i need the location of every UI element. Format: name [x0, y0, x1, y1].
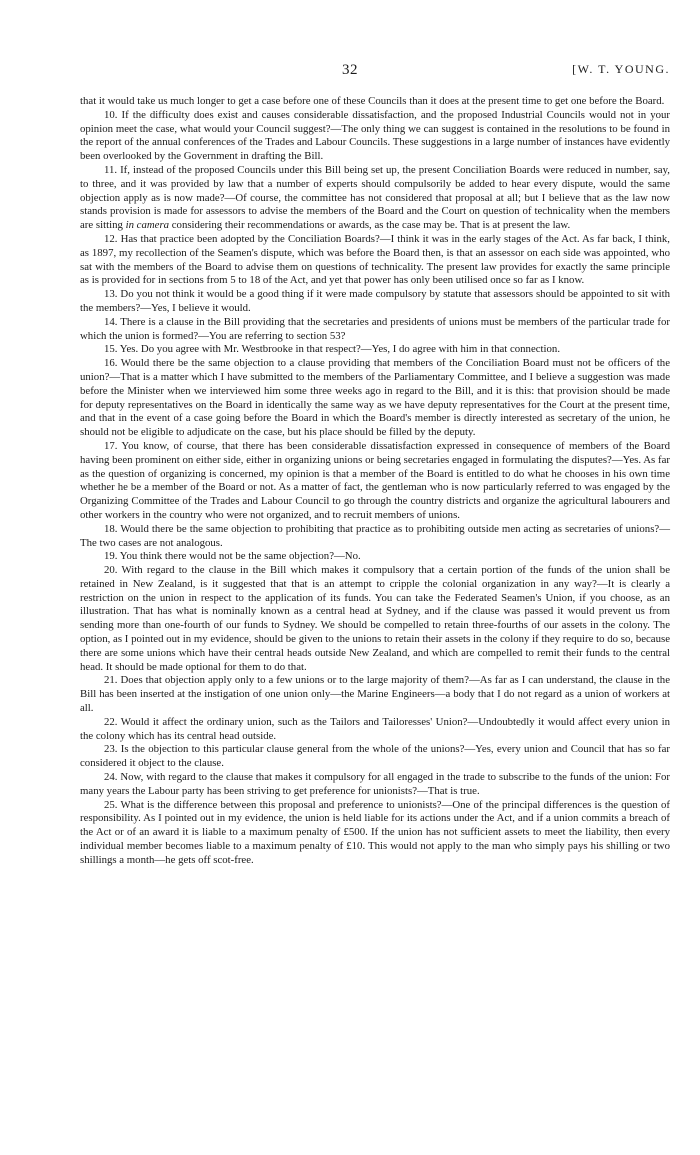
- page-number: 32: [342, 62, 358, 78]
- paragraph-question-22: 22. Would it affect the ordinary union, such as the Tailors and Tailoresses' Union?—Undoubtedly it would affect every union in the colony which has its central head outside.: [80, 715, 670, 742]
- paragraph-question-15: 15. Yes. Do you agree with Mr. Westbrooke in that respect?—Yes, I do agree with him in that connection.: [104, 343, 561, 356]
- body-text: [80, 95, 670, 868]
- paragraph-question-12: 12. Has that practice been adopted by the Conciliation Boards?—I think it was in the early stages of the Act. As far back, I think, as 1897, my recollection of the Seamen's dispute, which was before the Board then, is that an assessor on each side was appointed, who sat with the members of the Board to advise them on questions of technicality. The present law provides for exactly the same principle as is provided for in sections from 5 to 18 of the Act, and yet that power has only been utilised once so far as I know.: [80, 232, 670, 287]
- paragraph-question-17: 17. You know, of course, that there has been considerable dissatisfaction expressed in consequence of members of the Board having been prominent on either side, either in organizing unions or being secretaries engaged in formulating the disputes?—Yes. As far as the question of organizing is concerned, my opinion is that a member of the Board is entitled to do what he chooses in his own time whether he be a member of the Board or not. As a matter of fact, the gentleman who is now particularly referred to was engaged by the Organizing Committee of the Trades and Labour Council to go through the country districts and organize the agricultural labourers and other workers in the country who were not organized, and to recruit members of unions.: [80, 439, 670, 521]
- paragraph-question-20: 20. With regard to the clause in the Bill which makes it compulsory that a certain portion of the funds of the union shall be retained in New Zealand, is it suggested that that is an attempt to cripple the colonial organization in any way?—It is clearly a restriction on the union in respect to the application of its funds. You can take the Federated Seamen's Union, if you choose, as an illustration. That has what is nominally known as a central head at Sydney, and if the clause was passed it would prevent us from sending more than one-fourth of our funds to Sydney. We should be compelled to retain three-fourths of our assets in the colony. The option, as I pointed out in my evidence, should be given to the unions to retain their assets in the colony if they require to do so, because there are some unions which have their central heads outside New Zealand, and which are compelled to remit their funds to the central head. It should be made optional for them to do that.: [80, 564, 670, 673]
- paragraph-question-18: 18. Would there be the same objection to prohibiting that practice as to prohibiting outside men acting as secretaries of unions?—The two cases are not analogous.: [80, 522, 670, 549]
- paragraph-question-11: 11. If, instead of the proposed Councils under this Bill being set up, the present Conciliation Boards were reduced in number, say, to three, and it was provided by law that a number of experts should compulsorily be added to hear every dispute, would the same objection apply as is now made?—Of course, the committee has not considered that proposal at all; but I believe that as the law now stands provision is made for assessors to advise the members of the Board and the Court on question of technicality when the members are sitting in camera considering their recommendations or awards, as the case may be. That is at present the law.: [80, 163, 670, 232]
- paragraph-question-19: 19. You think there would not be the same objection?—No.: [104, 550, 361, 563]
- paragraph-question-10: 10. If the difficulty does exist and causes considerable dissatisfaction, and the proposed Industrial Councils would not in your opinion meet the case, what would your Council suggest?—The only thing we can suggest is contained in the resolutions to be found in the report of the annual conferences of the Trades and Labour Councils. These suggestions in a large number of instances have evidently been overlooked by the Government in drafting the Bill.: [80, 108, 670, 163]
- running-head: [W. T. YOUNG.: [572, 62, 670, 76]
- paragraph-question-14: 14. There is a clause in the Bill providing that the secretaries and presidents of unions must be members of the particular trade for which the union is formed?—You are referring to section 53?: [80, 315, 670, 342]
- paragraph-question-24: 24. Now, with regard to the clause that makes it compulsory for all engaged in the trade to subscribe to the funds of the union: For many years the Labour party has been striving to get preference for unionists?—That is true.: [80, 771, 670, 797]
- paragraph-question-21: 21. Does that objection apply only to a few unions or to the large majority of them?—As far as I can understand, the clause in the Bill has been inserted at the instigation of one union only—the Marine Engineers—a body that I do not regard as a union of workers at all.: [80, 674, 670, 715]
- paragraph-question-13: 13. Do you not think it would be a good thing if it were made compulsory by statute that assessors should be appointed to sit with the members?—Yes, I believe it would.: [80, 288, 670, 314]
- paragraph-question-16: 16. Would there be the same objection to a clause providing that members of the Conciliation Board must not be officers of the union?—That is a matter which I have submitted to the members of the Parliamentary Committee, and I believe a suggestion was made before the Minister when we interviewed him some three weeks ago in regard to the Bill, and it is this: that provision should be made for deputy representatives on the Board in identically the same way as we have deputy representatives for the Court at the present time, and that in the event of a case going before the Board in which the Board's member is directly interested as secretary of the union, he should not be eligible to adjudicate on the case, but his place should be filled by the deputy.: [80, 357, 670, 439]
- paragraph-question-25: 25. What is the difference between this proposal and preference to unionists?—One of the principal differences is the question of responsibility. As I pointed out in my evidence, the union is held liable for its actions under the Act, and if a union commits a breach of the Act or of an award it is liable to a maximum penalty of £500. If the union has not sufficient assets to meet the liability, then every individual member becomes liable to a maximum penalty of £10. This would not apply to the man who simply pays his shilling or two shillings a month—he gets off scot-free.: [80, 798, 670, 866]
- paragraph-question-23: 23. Is the objection to this particular clause general from the whole of the unions?—Yes, every union and Council that has so far considered it object to the clause.: [80, 743, 670, 770]
- paragraph-continuation: that it would take us much longer to get a case before one of these Councils than it does at the present time to get one before the Board.: [80, 95, 665, 107]
